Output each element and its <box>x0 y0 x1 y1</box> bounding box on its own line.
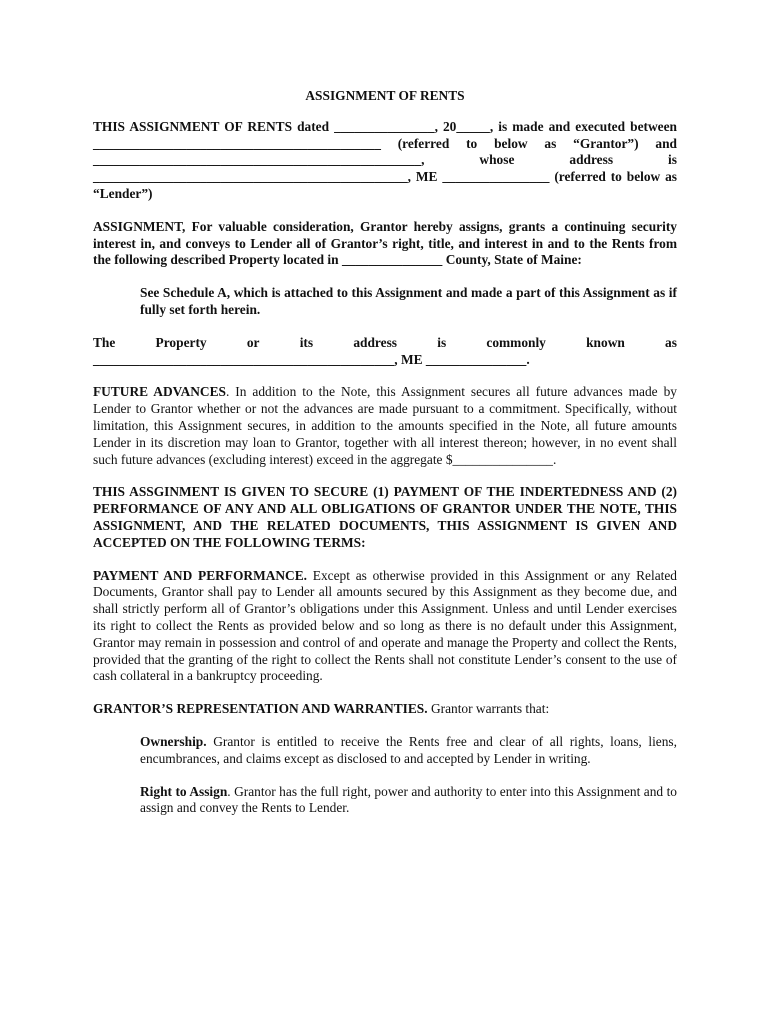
ownership-paragraph <box>140 734 677 768</box>
property-word: Property <box>155 334 207 350</box>
property-word: The <box>93 334 116 350</box>
property-word: as <box>665 334 677 350</box>
grantor-rep-text: Grantor warrants that: <box>427 701 550 717</box>
property-word: commonly <box>486 334 546 350</box>
property-word: address <box>353 334 397 350</box>
property-line-2: _____________________________________________, ME _______________. <box>93 351 530 367</box>
property-word: its <box>299 334 314 350</box>
right-to-assign-heading: Right to Assign <box>140 783 228 799</box>
future-advances-text: . In addition to the Note, this Assignment secures all future advances made by Lender to Grantor whether or not the advances are made pursuant to a commitment. Specifically, without limitation, this Assignment secures, in addition to the amounts specified in the Note, all future amounts Lender in its discretion may loan to Grantor, together with all interest thereon; however, in no event shall such future advances (excluding interest) exceed in the aggregate $_______________. <box>93 384 677 467</box>
ownership-heading: Ownership. <box>140 733 207 749</box>
grantor-rep-paragraph <box>93 701 677 718</box>
ownership-text: Grantor is entitled to receive the Rents free and clear of all rights, loans, liens, encumbrances, and claims except as disclosed to and accepted by Lender in writing. <box>140 733 677 766</box>
property-word: known <box>586 334 625 350</box>
payment-heading: PAYMENT AND PERFORMANCE. <box>93 567 307 583</box>
given-paragraph: THIS ASSGINMENT IS GIVEN TO SECURE (1) PAYMENT OF THE INDERTEDNESS AND (2) PERFORMANCE OF ANY AND ALL OBLIGATIONS OF GRANTOR UNDER THE NOTE, THIS ASSIGNMENT, AND THE RELATED DOCUMENTS, THIS ASSIGNMENT IS GIVEN AND ACCEPTED ON THE FOLLOWING TERMS: <box>93 484 677 550</box>
schedule-paragraph: See Schedule A, which is attached to this Assignment and made a part of this Assignment as if fully set forth herein. <box>140 285 677 317</box>
assignment-paragraph: ASSIGNMENT, For valuable consideration, Grantor hereby assigns, grants a continuing security interest in, and conveys to Lender all of Grantor’s right, title, and interest in and to the Rents from the following described Property located in _______________ County, State of Maine: <box>93 218 677 268</box>
right-to-assign-text: . Grantor has the full right, power and authority to enter into this Assignment and to assign and convey the Rents to Lender. <box>140 783 678 816</box>
document-page <box>93 88 677 833</box>
property-word: is <box>437 334 447 350</box>
right-to-assign-paragraph <box>140 784 677 818</box>
future-advances-heading: FUTURE ADVANCES <box>93 384 226 400</box>
property-paragraph <box>93 335 677 369</box>
future-advances-paragraph <box>93 384 677 468</box>
property-word: or <box>246 334 260 350</box>
payment-text: Except as otherwise provided in this Assignment or any Related Documents, Grantor shall pay to Lender all amounts secured by this Assignment as they become due, and shall strictly perform all of Grantor’s obligations under this Assignment. Unless and until Lender exercises its right to collect the Rents as provided below and so long as there is no default under this Assignment, Grantor may remain in possession and control of and operate and manage the Property and collect the Rents, provided that the granting of the right to collect the Rents shall not constitute Lender’s consent to the use of cash collateral in a bankruptcy proceeding. <box>93 567 677 684</box>
payment-paragraph <box>93 568 677 686</box>
intro-paragraph: THIS ASSIGNMENT OF RENTS dated _______________, 20_____, is made and executed between ___________________________________________ (referred to below as “Grantor”) and _________________________________________________, whose address is _______________________________________________, ME ________________ (referred to below as “Lender”) <box>93 118 677 201</box>
grantor-rep-heading: GRANTOR’S REPRESENTATION AND WARRANTIES. <box>93 701 428 717</box>
document-title: ASSIGNMENT OF RENTS <box>305 88 465 103</box>
property-line-1 <box>93 335 677 352</box>
